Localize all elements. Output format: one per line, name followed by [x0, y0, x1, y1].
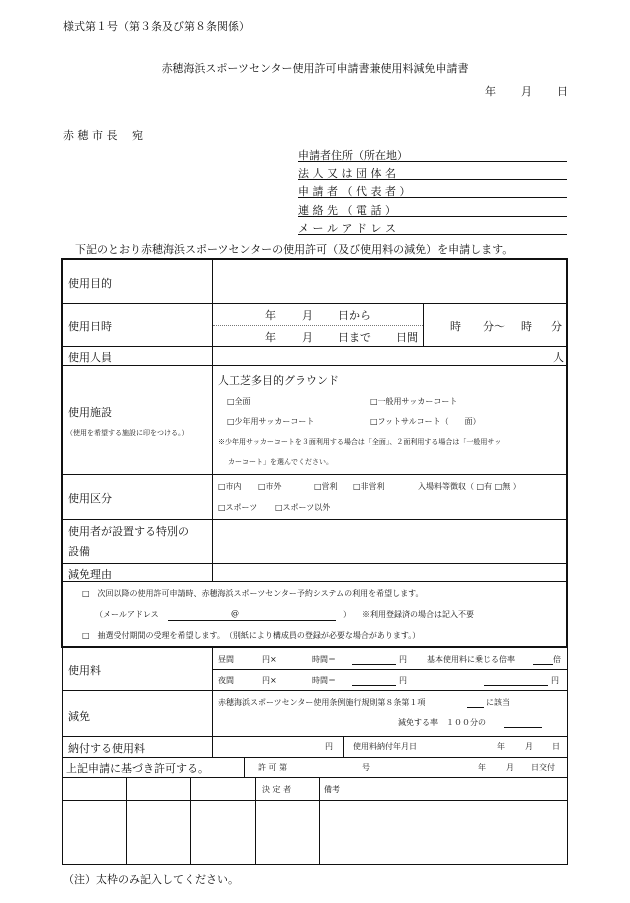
start-month-label: 月: [302, 309, 313, 322]
date-year: 年: [485, 85, 496, 98]
category-sports[interactable]: □スポーツ: [218, 503, 258, 512]
mail-address-input[interactable]: [168, 620, 336, 621]
permit-issued: 日交付: [531, 763, 555, 772]
exemption-label: 減免: [68, 710, 90, 723]
fee-multiplier-unit: 倍: [553, 655, 561, 664]
intro-text: 下記のとおり赤穂海浜スポーツセンターの使用許可（及び使用料の減免）を申請します。: [75, 243, 514, 256]
page-title: 赤穂海浜スポーツセンター使用許可申請書兼使用料減免申請書: [161, 62, 469, 75]
organization-name-label: 法 人 又 は 団 体 名: [298, 167, 396, 180]
facility-heading: 人工芝多目的グラウンド: [218, 374, 339, 387]
email-label: メ ー ル ア ド レ ス: [298, 222, 396, 235]
mail-address-label: （メールアドレス: [95, 610, 159, 619]
category-profit[interactable]: □営利: [314, 482, 338, 491]
payment-month: 月: [525, 742, 533, 751]
category-label: 使用区分: [68, 492, 112, 505]
mail-note: ※利用登録済の場合は記入不要: [362, 610, 474, 619]
facility-remark-cont: カーコート」を選んでください。: [228, 458, 333, 466]
fee-night-hours: 時間＝: [312, 676, 336, 685]
start-minute-label: 分〜: [483, 320, 505, 333]
remarks-label: 備考: [324, 785, 340, 794]
fee-total-yen: 円: [551, 676, 559, 685]
reduction-reason-label: 減免理由: [68, 568, 112, 581]
payment-date-label: 使用料納付年月日: [353, 742, 417, 751]
purpose-label: 使用目的: [68, 277, 112, 290]
facility-option-futsal[interactable]: □フットサルコート（ 面）: [370, 417, 481, 426]
datetime-label: 使用日時: [68, 320, 112, 333]
end-year-label: 年: [265, 331, 276, 344]
payment-year: 年: [497, 742, 505, 751]
phone-label: 連 絡 先 （ 電 話 ）: [298, 204, 396, 217]
date-month: 月: [521, 85, 532, 98]
lottery-checkbox[interactable]: □ 抽選受付期間の受理を希望します。 （別紙により構成員の登録が必要な場合があります。）: [82, 631, 421, 640]
exemption-rate: 減免する率 １００分の: [398, 718, 486, 727]
permit-number-suffix: 号: [362, 763, 370, 772]
end-minute-label: 分: [551, 320, 562, 333]
fee-day-amount-input[interactable]: [352, 664, 396, 665]
facility-option-full[interactable]: □全面: [227, 397, 251, 406]
people-unit: 人: [553, 351, 564, 364]
facility-option-general-soccer[interactable]: □一般用サッカーコート: [370, 397, 458, 406]
fee-total-input[interactable]: [484, 685, 548, 686]
fee-day-label: 昼間: [218, 655, 234, 664]
fee-night-amount-input[interactable]: [352, 685, 396, 686]
applicant-address-label: 申請者住所（所在地）: [298, 149, 408, 162]
start-hour-label: 時: [450, 320, 461, 333]
representative-field[interactable]: [298, 183, 567, 198]
fee-day-hours: 時間＝: [312, 655, 336, 664]
mail-close: ）: [343, 610, 351, 619]
people-label: 使用人員: [68, 351, 112, 364]
equipment-label: 使用者が設置する特別の: [68, 525, 189, 538]
equipment-label-2: 設備: [68, 545, 90, 558]
phone-field[interactable]: [298, 202, 567, 217]
category-admission[interactable]: 入場料等徴収（ □有 □無 ）: [418, 482, 521, 491]
start-year-label: 年: [265, 309, 276, 322]
facility-option-youth-soccer[interactable]: □少年用サッカーコート: [227, 417, 315, 426]
exemption-rule: 赤穂海浜スポーツセンター使用条例施行規則第８条第１項: [218, 698, 426, 707]
permit-number-label: 許 可 第: [258, 763, 288, 772]
reservation-system-checkbox[interactable]: □ 次回以降の使用許可申請時、赤穂海浜スポーツセンター予約システムの利用を希望します。: [82, 589, 424, 598]
fee-day-yen: 円: [399, 655, 407, 664]
end-month-label: 月: [302, 331, 313, 344]
date-day: 日: [557, 85, 568, 98]
fee-day-yen-times: 円×: [262, 655, 277, 664]
email-field[interactable]: [298, 220, 567, 235]
facility-label: 使用施設: [68, 406, 112, 419]
facility-remark: ※少年用サッカーコートを３面利用する場合は「全面」、２面利用する場合は「一般用サッ: [218, 438, 502, 446]
organization-name-field[interactable]: [298, 165, 567, 180]
at-sign: @: [231, 609, 239, 618]
purpose-input[interactable]: [214, 261, 566, 302]
form-number: 様式第１号（第３条及び第８条関係）: [63, 20, 250, 33]
exemption-item-input[interactable]: [467, 707, 484, 708]
fee-multiplier-label: 基本使用料に乗じる倍率: [427, 655, 515, 664]
payment-day: 日: [552, 742, 560, 751]
exemption-rule-tail: に該当: [486, 698, 510, 707]
fee-night-yen-times: 円×: [262, 676, 277, 685]
fee-night-label: 夜間: [218, 676, 234, 685]
representative-label: 申 請 者 （ 代 表 者 ）: [298, 185, 411, 198]
payment-label: 納付する使用料: [68, 742, 145, 755]
category-non-sports[interactable]: □スポーツ以外: [275, 503, 331, 512]
end-hour-label: 時: [521, 320, 532, 333]
start-day-label: 日から: [338, 309, 371, 322]
fee-night-yen: 円: [399, 676, 407, 685]
permit-label: 上記申請に基づき許可する。: [66, 762, 209, 775]
facility-note: （使用を希望する施設に印をつける。）: [66, 429, 189, 437]
days-label: 日間: [396, 331, 418, 344]
permit-month: 月: [506, 763, 514, 772]
decision-maker-label: 決 定 者: [262, 785, 292, 794]
applicant-address-field[interactable]: [298, 147, 567, 162]
fee-multiplier-input[interactable]: [533, 664, 553, 665]
permit-year: 年: [478, 763, 486, 772]
exemption-rate-input[interactable]: [504, 727, 542, 728]
payment-yen: 円: [325, 742, 333, 751]
category-city-out[interactable]: □市外: [258, 482, 282, 491]
end-day-label: 日まで: [338, 331, 371, 344]
footnote: （注）太枠のみ記入してください。: [63, 873, 239, 886]
fee-label: 使用料: [68, 664, 101, 677]
category-nonprofit[interactable]: □非営利: [353, 482, 385, 491]
addressee: 赤 穂 市 長 宛: [63, 129, 143, 142]
category-city-in[interactable]: □市内: [218, 482, 242, 491]
